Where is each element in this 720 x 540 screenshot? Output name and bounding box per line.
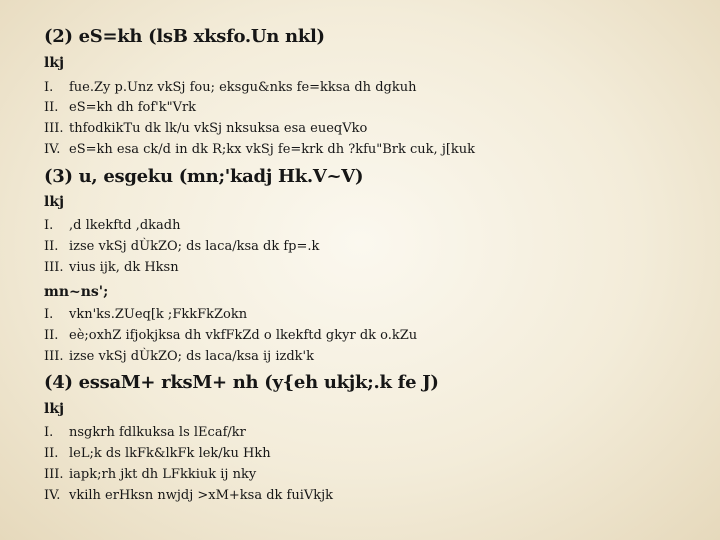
section-2-label: lkj: [44, 55, 65, 71]
list-item: [44, 218, 180, 233]
item-text: vkilh erHksn nwjdj >xM+ksa dk fuiVkjk: [69, 488, 334, 503]
section-2-heading: (2) eS=kh (lsB xksfo.Un nkl): [44, 26, 325, 47]
list-item: [44, 328, 417, 343]
list-item: [44, 307, 247, 322]
item-text: eS=kh dh fof'k"Vrk: [69, 100, 197, 115]
item-number: III.: [44, 349, 64, 364]
list-item: [44, 80, 416, 95]
list-item: [44, 142, 475, 157]
item-text: vkn'ks.ZUeq[k ;FkkFkZokn: [69, 307, 248, 322]
section-4-label: lkj: [44, 401, 65, 417]
list-item: [44, 425, 246, 440]
item-text: leL;k ds lkFk&lkFk lek/ku Hkh: [69, 446, 271, 461]
item-number: I.: [44, 425, 54, 440]
item-text: iapk;rh jkt dh LFkkiuk ij nky: [69, 467, 257, 482]
item-number: I.: [44, 307, 54, 322]
list-item: [44, 121, 367, 136]
list-item: [44, 100, 196, 115]
item-number: IV.: [44, 142, 61, 157]
item-text: fue.Zy p.Unz vkSj fou; eksgu&nks fe=kksa dh dgkuh: [69, 80, 417, 95]
section-3-heading: (3) u, esgeku (mn;'kadj Hk.V~V): [44, 166, 364, 187]
list-item: [44, 260, 179, 275]
item-number: III.: [44, 260, 64, 275]
item-number: II.: [44, 446, 59, 461]
section-3-label: lkj: [44, 194, 65, 210]
item-number: I.: [44, 218, 54, 233]
item-number: II.: [44, 100, 59, 115]
list-item: [44, 349, 314, 364]
item-text: nsgkrh fdlkuksa ls lEcaf/kr: [69, 425, 246, 440]
item-number: III.: [44, 121, 64, 136]
item-number: IV.: [44, 488, 61, 503]
section-3-objectives-label: mn~ns';: [44, 284, 109, 300]
item-number: III.: [44, 467, 64, 482]
item-text: eè;oxhZ ifjokjksa dh vkfFkZd o lkekftd gkyr dk o.kZu: [69, 328, 418, 343]
item-text: izse vkSj dÙkZO; ds laca/ksa ij izdk'k: [69, 349, 315, 364]
item-number: II.: [44, 328, 59, 343]
item-text: eS=kh esa ck/d in dk R;kx vkSj fe=krk dh ?kfu"Brk cuk, j[kuk: [69, 142, 476, 157]
list-item: [44, 488, 333, 503]
item-number: II.: [44, 239, 59, 254]
section-4-heading: (4) essaM+ rksM+ nh (y{eh ukjk;.k fe J): [44, 372, 439, 393]
item-text: thfodkikTu dk lk/u vkSj nksuksa esa eueqVko: [69, 121, 368, 136]
list-item: [44, 239, 319, 254]
item-text: vius ijk, dk Hksn: [69, 260, 179, 275]
item-text: ,d lkekftd ,dkadh: [69, 218, 181, 233]
list-item: [44, 446, 271, 461]
item-number: I.: [44, 80, 54, 95]
item-text: izse vkSj dÙkZO; ds laca/ksa dk fp=.k: [69, 239, 320, 254]
list-item: [44, 467, 256, 482]
